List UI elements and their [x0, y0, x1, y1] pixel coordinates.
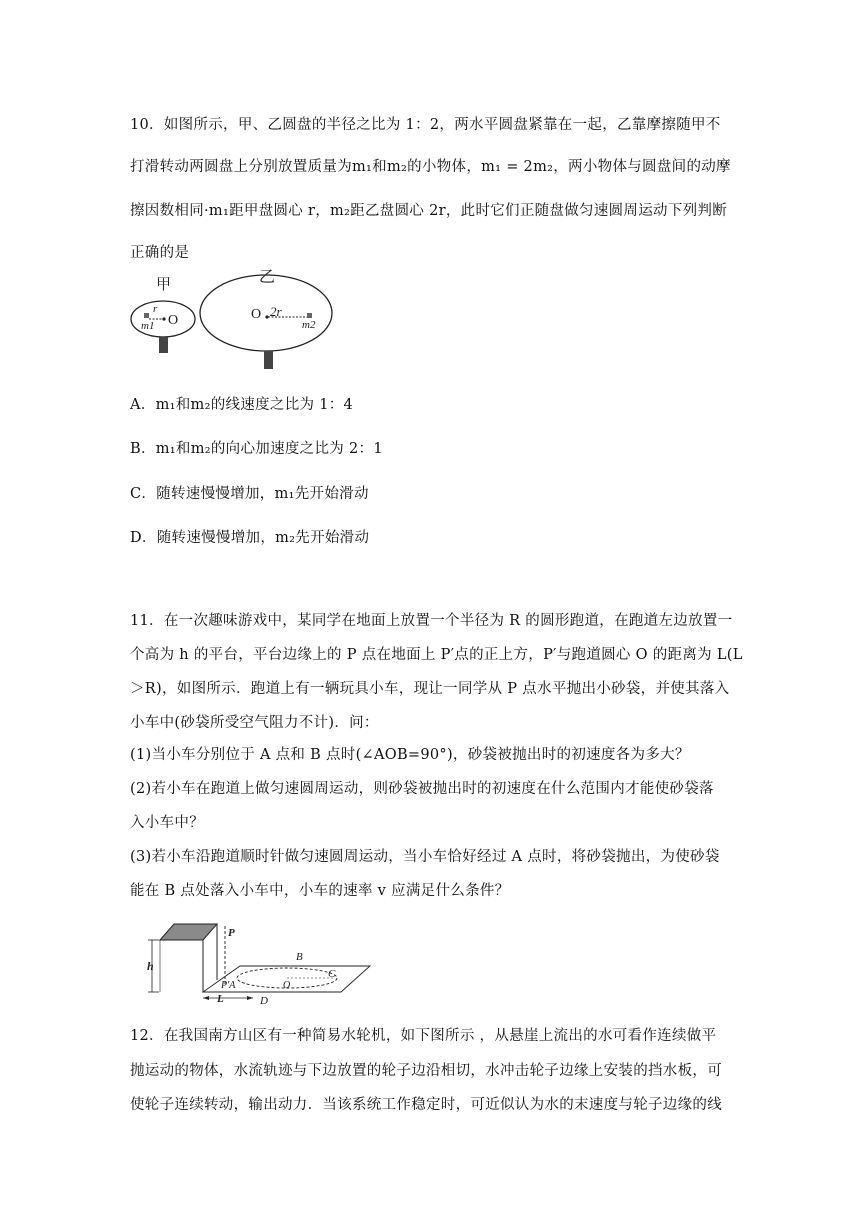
label-jia: 甲 [156, 277, 172, 293]
q11-line-1: 11．在一次趣味游戏中，某同学在地面上放置一个半径为 R 的圆形跑道，在跑道左边放置一 [130, 613, 733, 629]
disk-yi-stand [264, 351, 273, 369]
q10-line-4: 正确的是 [130, 245, 190, 261]
q10-line-2: 打滑转动两圆盘上分别放置质量为m₁和m₂的小物体，m₁ = 2m₂，两小物体与圆盘间的动摩 [130, 159, 731, 175]
q11-part-2: (2)若小车在跑道上做匀速圆周运动，则砂袋被抛出时的初速度在什么范围内才能使砂袋落 [130, 781, 714, 797]
label-2r: 2r [270, 304, 282, 319]
q12-line-2: 抛运动的物体，水流轨迹与下边放置的轮子边沿相切，水冲击轮子边缘上安装的挡水板，可 [130, 1063, 722, 1079]
label-PA: P′A [221, 980, 236, 991]
center-dot-jia [162, 317, 165, 320]
label-O1: O [168, 313, 179, 328]
disk-yi [200, 275, 332, 351]
q10-option-a: A．m₁和m₂的线速度之比为 1：4 [130, 397, 354, 413]
q11-line-2: 个高为 h 的平台，平台边缘上的 P 点在地面上 P′点的正上方，P′与跑道圆心 O 的距离为 L(L [130, 647, 743, 663]
q11-part-3: (3)若小车沿跑道顺时针做匀速圆周运动，当小车恰好经过 A 点时，将砂袋抛出，为使砂袋 [130, 849, 720, 865]
q10-line-1: 10．如图所示，甲、乙圆盘的半径之比为 1：2，两水平圆盘紧靠在一起，乙靠摩擦随甲不 [130, 117, 721, 133]
q11-part-1: (1)当小车分别位于 A 点和 B 点时(∠AOB=90°)，砂袋被抛出时的初速度各为多大？ [130, 747, 690, 763]
label-L: L [217, 993, 224, 1005]
q11-line-4: 小车中(砂袋所受空气阻力不计)．问： [130, 715, 379, 731]
q12-line-1: 12．在我国南方山区有一种简易水轮机，如下图所示 ，从悬崖上流出的水可看作连续做平 [130, 1028, 717, 1044]
q11-part-3-cont: 能在 B 点处落入小车中，小车的速率 v 应满足什么条件？ [130, 883, 510, 899]
label-O2: O [251, 307, 262, 322]
q10-line-3: 擦因数相同·m₁距甲盘圆心 r，m₂距乙盘圆心 2r，此时它们正随盘做匀速圆周运动下列判断 [130, 203, 728, 219]
q11-figure-track [145, 910, 390, 1005]
m2-block [307, 313, 312, 318]
label-P: P [228, 927, 235, 939]
q12-line-3: 使轮子连续转动，输出动力．当该系统工作稳定时，可近似认为水的末速度与轮子边缘的线 [130, 1097, 722, 1113]
label-C: C [328, 968, 336, 980]
platform-top [160, 924, 217, 940]
label-O: O [283, 980, 291, 991]
label-h: h [147, 959, 154, 973]
label-r: r [153, 303, 158, 315]
label-m2: m2 [302, 319, 316, 331]
q11-part-2-cont: 入小车中？ [130, 815, 204, 831]
disk-jia-stand [159, 337, 168, 353]
m1-block [144, 313, 149, 318]
label-yi: 乙 [259, 269, 276, 286]
q10-figure-disks [128, 262, 368, 374]
label-D: D [260, 995, 268, 1005]
q10-option-b: B．m₁和m₂的向心加速度之比为 2：1 [130, 441, 383, 457]
q11-line-3: ＞R)，如图所示．跑道上有一辆玩具小车，现让一同学从 P 点水平抛出小砂袋，并使其落入 [130, 681, 730, 697]
label-m1: m1 [141, 320, 155, 332]
q10-option-c: C．随转速慢慢增加，m₁先开始滑动 [130, 486, 369, 502]
q10-option-d: D．随转速慢慢增加，m₂先开始滑动 [130, 530, 370, 546]
label-B: B [296, 951, 303, 963]
